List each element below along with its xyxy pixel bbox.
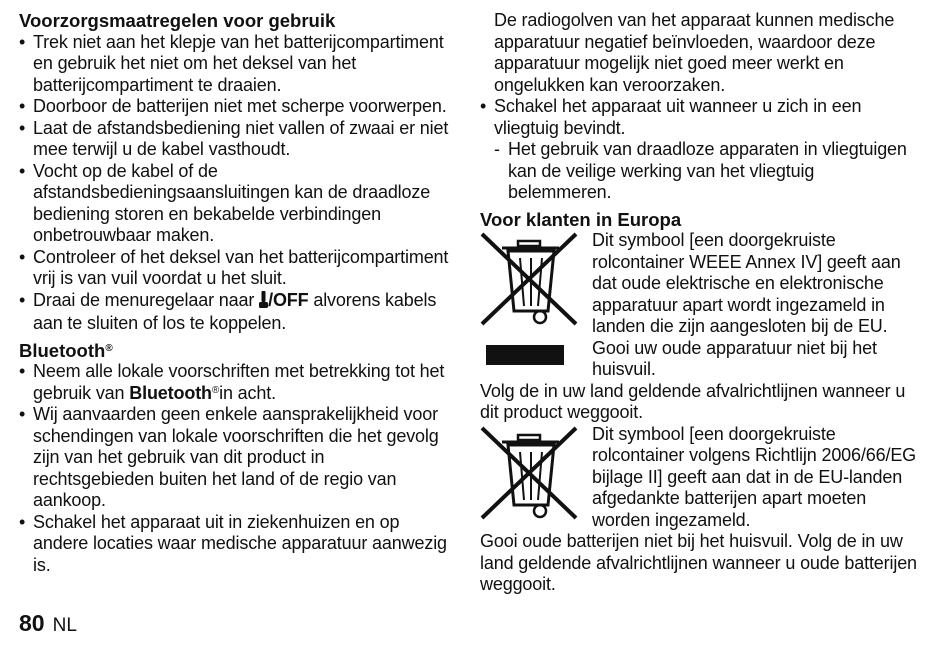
list-item: - Het gebruik van draadloze apparaten in vliegtuigen kan de veilige werking van het vliegtuig belemmeren.: [494, 139, 920, 204]
language-code: NL: [52, 615, 77, 636]
list-item-menu-dial: • Draai de menuregelaar naar /OFF alvorens kabels aan te sluiten of los te koppelen.: [19, 290, 449, 335]
bluetooth-heading: Bluetooth®: [19, 339, 113, 361]
off-label: /OFF: [268, 289, 309, 310]
weee-text: Dit symbool [een doorgekruiste rolcontainer WEEE Annex IV] geeft aan dat oude elektrische en elektronische apparatuur apart wordt ingezameld in landen die zijn aangesloten bij de EU. Gooi uw oude apparatuur niet bij het huisvuil.: [592, 230, 901, 379]
left-column: [19, 10, 449, 576]
list-item: • Schakel het apparaat uit in ziekenhuizen en op andere locaties waar medische apparatuur aanwezig is.: [19, 512, 449, 577]
list-item: • Vocht op de kabel of de afstandsbedieningsaansluitingen kan de draadloze bediening storen en bekabelde verbindingen onbetrouwbaar maken.: [19, 161, 449, 247]
list-item: • Laat de afstandsbediening niet vallen of zwaai er niet mee terwijl u de kabel vasthoudt.: [19, 118, 449, 161]
power-switch-icon: [259, 291, 268, 314]
precautions-list: [19, 32, 449, 335]
list-item: • Schakel het apparaat uit wanneer u zich in een vliegtuig bevindt.: [480, 96, 920, 139]
list-item: • Controleer of het deksel van het batterijcompartiment vrij is van vuil voordat u het sluit.: [19, 247, 449, 290]
page-number: 80: [19, 610, 45, 636]
page-footer: [19, 610, 77, 637]
battery-after-text: Gooi oude batterijen niet bij het huisvuil. Volg de in uw land geldende afvalrichtlijnen wanneer u oude batterijen weggooit.: [480, 531, 917, 594]
airplane-sublist: [480, 139, 920, 204]
weee-notice: [480, 230, 920, 381]
list-item: • Trek niet aan het klepje van het batterijcompartiment en gebruik het niet om het deksel van het batterijcompartiment te draaien.: [19, 32, 449, 97]
list-item: • Wij aanvaarden geen enkele aansprakelijkheid voor schendingen van lokale voorschriften die het gevolg zijn van het gebruik van dit product in rechtsgebieden buiten het land of de regio van aankoop.: [19, 404, 449, 512]
bluetooth-list: [19, 361, 449, 576]
battery-text: Dit symbool [een doorgekruiste rolcontainer volgens Richtlijn 2006/66/EG bijlage II] geeft aan dat in de EU-landen afgedankte batterijen apart moeten worden ingezameld.: [592, 423, 917, 530]
airplane-list: [480, 96, 920, 139]
crossed-out-wheelie-bin-icon: [480, 232, 580, 377]
continuation-paragraph: De radiogolven van het apparaat kunnen medische apparatuur negatief beïnvloeden, waardoor deze apparatuur mogelijk niet goed meer werkt en ongelukken kan veroorzaken.: [494, 10, 895, 95]
list-item: • Doorboor de batterijen niet met scherpe voorwerpen.: [19, 96, 449, 118]
right-column: [480, 10, 920, 596]
list-item: • Neem alle lokale voorschriften met betrekking tot het gebruik van Bluetooth®in acht.: [19, 361, 449, 404]
weee-after-text: Volg de in uw land geldende afvalrichtlijnen wanneer u dit product weggooit.: [480, 380, 906, 422]
battery-notice: [480, 424, 920, 532]
europe-heading: Voor klanten in Europa: [480, 208, 682, 230]
precautions-heading: Voorzorgsmaatregelen voor gebruik: [19, 10, 336, 31]
crossed-out-wheelie-bin-icon: [480, 426, 580, 531]
